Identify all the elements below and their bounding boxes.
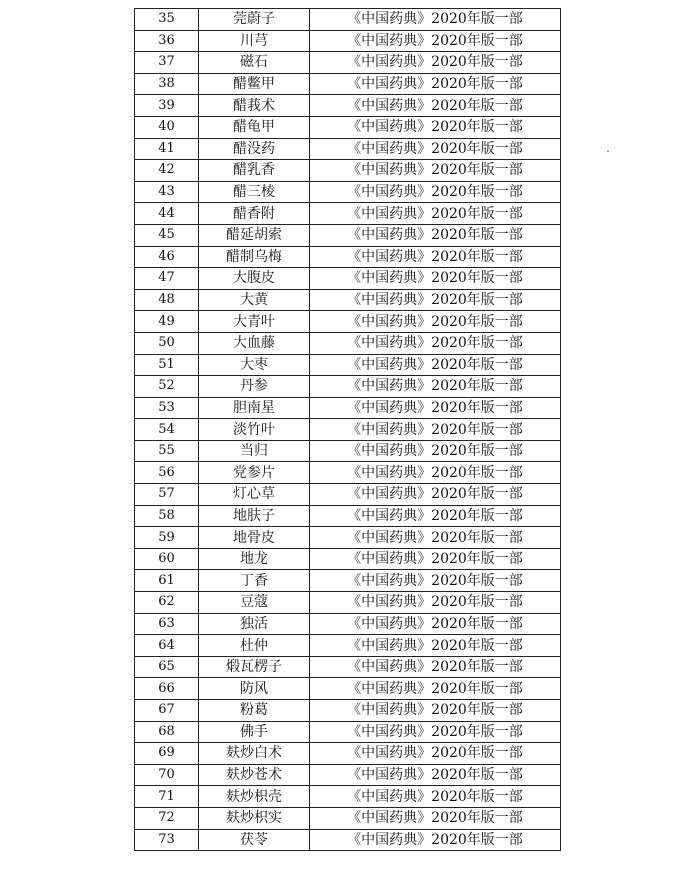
herb-name: 胆南星 — [199, 397, 310, 419]
table-row — [135, 721, 561, 743]
row-number: 52 — [135, 376, 199, 398]
standard-source: 《中国药典》2020年版一部 — [310, 30, 561, 52]
standard-source: 《中国药典》2020年版一部 — [310, 527, 561, 549]
scan-speck — [607, 150, 609, 152]
table-row — [135, 52, 561, 74]
row-number: 46 — [135, 246, 199, 268]
row-number: 53 — [135, 397, 199, 419]
standard-source: 《中国药典》2020年版一部 — [310, 484, 561, 506]
row-number: 73 — [135, 829, 199, 851]
herb-name: 醋龟甲 — [199, 116, 310, 138]
row-number: 47 — [135, 268, 199, 290]
row-number: 50 — [135, 332, 199, 354]
standard-source: 《中国药典》2020年版一部 — [310, 268, 561, 290]
herb-name: 独活 — [199, 613, 310, 635]
row-number: 58 — [135, 505, 199, 527]
row-number: 72 — [135, 807, 199, 829]
standard-source: 《中国药典》2020年版一部 — [310, 678, 561, 700]
table-row — [135, 700, 561, 722]
standard-source: 《中国药典》2020年版一部 — [310, 721, 561, 743]
row-number: 39 — [135, 95, 199, 117]
table-row — [135, 656, 561, 678]
standard-source: 《中国药典》2020年版一部 — [310, 73, 561, 95]
herb-name: 粉葛 — [199, 700, 310, 722]
row-number: 37 — [135, 52, 199, 74]
table-row — [135, 268, 561, 290]
table-row — [135, 311, 561, 333]
table-row — [135, 9, 561, 31]
table-row — [135, 419, 561, 441]
herb-name: 莞蔚子 — [199, 9, 310, 31]
standard-source: 《中国药典》2020年版一部 — [310, 332, 561, 354]
row-number: 66 — [135, 678, 199, 700]
standard-source: 《中国药典》2020年版一部 — [310, 786, 561, 808]
row-number: 68 — [135, 721, 199, 743]
row-number: 65 — [135, 656, 199, 678]
table-row — [135, 138, 561, 160]
table-row — [135, 246, 561, 268]
table-row — [135, 354, 561, 376]
standard-source: 《中国药典》2020年版一部 — [310, 354, 561, 376]
standard-source: 《中国药典》2020年版一部 — [310, 613, 561, 635]
table-row — [135, 30, 561, 52]
row-number: 49 — [135, 311, 199, 333]
table-row — [135, 224, 561, 246]
row-number: 55 — [135, 440, 199, 462]
standard-source: 《中国药典》2020年版一部 — [310, 656, 561, 678]
herb-name: 醋香附 — [199, 203, 310, 225]
row-number: 62 — [135, 592, 199, 614]
herb-name: 醋延胡索 — [199, 224, 310, 246]
herb-name: 佛手 — [199, 721, 310, 743]
table-row — [135, 181, 561, 203]
herb-name: 醋莪术 — [199, 95, 310, 117]
herb-name: 灯心草 — [199, 484, 310, 506]
table-row — [135, 484, 561, 506]
herb-name: 党参片 — [199, 462, 310, 484]
row-number: 64 — [135, 635, 199, 657]
standard-source: 《中国药典》2020年版一部 — [310, 548, 561, 570]
standard-source: 《中国药典》2020年版一部 — [310, 160, 561, 182]
herb-name: 地肤子 — [199, 505, 310, 527]
row-number: 38 — [135, 73, 199, 95]
row-number: 51 — [135, 354, 199, 376]
standard-source: 《中国药典》2020年版一部 — [310, 311, 561, 333]
table-row — [135, 73, 561, 95]
standard-source: 《中国药典》2020年版一部 — [310, 246, 561, 268]
table-row — [135, 527, 561, 549]
table-row — [135, 116, 561, 138]
herb-name: 豆蔻 — [199, 592, 310, 614]
standard-source: 《中国药典》2020年版一部 — [310, 700, 561, 722]
standard-source: 《中国药典》2020年版一部 — [310, 397, 561, 419]
herb-name: 大黄 — [199, 289, 310, 311]
row-number: 54 — [135, 419, 199, 441]
herb-name: 醋鳖甲 — [199, 73, 310, 95]
table-row — [135, 505, 561, 527]
herb-name: 丹参 — [199, 376, 310, 398]
row-number: 35 — [135, 9, 199, 31]
herb-name: 丁香 — [199, 570, 310, 592]
herb-name: 醋没药 — [199, 138, 310, 160]
row-number: 36 — [135, 30, 199, 52]
standard-source: 《中国药典》2020年版一部 — [310, 9, 561, 31]
row-number: 48 — [135, 289, 199, 311]
standard-source: 《中国药典》2020年版一部 — [310, 376, 561, 398]
herb-name: 醋三棱 — [199, 181, 310, 203]
herb-name: 大腹皮 — [199, 268, 310, 290]
table-row — [135, 95, 561, 117]
standard-source: 《中国药典》2020年版一部 — [310, 829, 561, 851]
standard-source: 《中国药典》2020年版一部 — [310, 116, 561, 138]
standard-source: 《中国药典》2020年版一部 — [310, 289, 561, 311]
herb-standard-table — [134, 8, 561, 851]
standard-source: 《中国药典》2020年版一部 — [310, 462, 561, 484]
standard-source: 《中国药典》2020年版一部 — [310, 440, 561, 462]
table-row — [135, 764, 561, 786]
standard-source: 《中国药典》2020年版一部 — [310, 807, 561, 829]
row-number: 45 — [135, 224, 199, 246]
table-row — [135, 548, 561, 570]
table-row — [135, 829, 561, 851]
standard-source: 《中国药典》2020年版一部 — [310, 635, 561, 657]
row-number: 67 — [135, 700, 199, 722]
row-number: 63 — [135, 613, 199, 635]
standard-source: 《中国药典》2020年版一部 — [310, 95, 561, 117]
table-row — [135, 397, 561, 419]
herb-name: 茯苓 — [199, 829, 310, 851]
herb-name: 麸炒枳壳 — [199, 786, 310, 808]
row-number: 57 — [135, 484, 199, 506]
herb-name: 醋乳香 — [199, 160, 310, 182]
table-row — [135, 203, 561, 225]
table-row — [135, 678, 561, 700]
row-number: 61 — [135, 570, 199, 592]
table-row — [135, 613, 561, 635]
herb-name: 大青叶 — [199, 311, 310, 333]
standard-source: 《中国药典》2020年版一部 — [310, 764, 561, 786]
standard-source: 《中国药典》2020年版一部 — [310, 181, 561, 203]
herb-name: 麸炒枳实 — [199, 807, 310, 829]
herb-name: 大血藤 — [199, 332, 310, 354]
herb-name: 麸炒苍术 — [199, 764, 310, 786]
herb-name: 杜仲 — [199, 635, 310, 657]
table-row — [135, 743, 561, 765]
table-row — [135, 160, 561, 182]
table-row — [135, 440, 561, 462]
herb-name: 防风 — [199, 678, 310, 700]
row-number: 41 — [135, 138, 199, 160]
table-row — [135, 786, 561, 808]
row-number: 60 — [135, 548, 199, 570]
table-row — [135, 462, 561, 484]
row-number: 71 — [135, 786, 199, 808]
table-row — [135, 289, 561, 311]
herb-name: 磁石 — [199, 52, 310, 74]
table-row — [135, 570, 561, 592]
herb-name: 川芎 — [199, 30, 310, 52]
table-row — [135, 332, 561, 354]
herb-name: 大枣 — [199, 354, 310, 376]
row-number: 59 — [135, 527, 199, 549]
table-body — [135, 9, 561, 851]
herb-name: 麸炒白术 — [199, 743, 310, 765]
table-row — [135, 807, 561, 829]
herb-name: 煅瓦楞子 — [199, 656, 310, 678]
standard-source: 《中国药典》2020年版一部 — [310, 203, 561, 225]
standard-source: 《中国药典》2020年版一部 — [310, 570, 561, 592]
herb-name: 淡竹叶 — [199, 419, 310, 441]
table-row — [135, 592, 561, 614]
standard-source: 《中国药典》2020年版一部 — [310, 592, 561, 614]
herb-name: 醋制乌梅 — [199, 246, 310, 268]
row-number: 70 — [135, 764, 199, 786]
table-row — [135, 376, 561, 398]
row-number: 56 — [135, 462, 199, 484]
standard-source: 《中国药典》2020年版一部 — [310, 224, 561, 246]
row-number: 44 — [135, 203, 199, 225]
row-number: 69 — [135, 743, 199, 765]
row-number: 43 — [135, 181, 199, 203]
standard-source: 《中国药典》2020年版一部 — [310, 743, 561, 765]
row-number: 42 — [135, 160, 199, 182]
table-row — [135, 635, 561, 657]
row-number: 40 — [135, 116, 199, 138]
herb-name: 地龙 — [199, 548, 310, 570]
herb-name: 地骨皮 — [199, 527, 310, 549]
standard-source: 《中国药典》2020年版一部 — [310, 138, 561, 160]
standard-source: 《中国药典》2020年版一部 — [310, 505, 561, 527]
standard-source: 《中国药典》2020年版一部 — [310, 419, 561, 441]
herb-name: 当归 — [199, 440, 310, 462]
standard-source: 《中国药典》2020年版一部 — [310, 52, 561, 74]
